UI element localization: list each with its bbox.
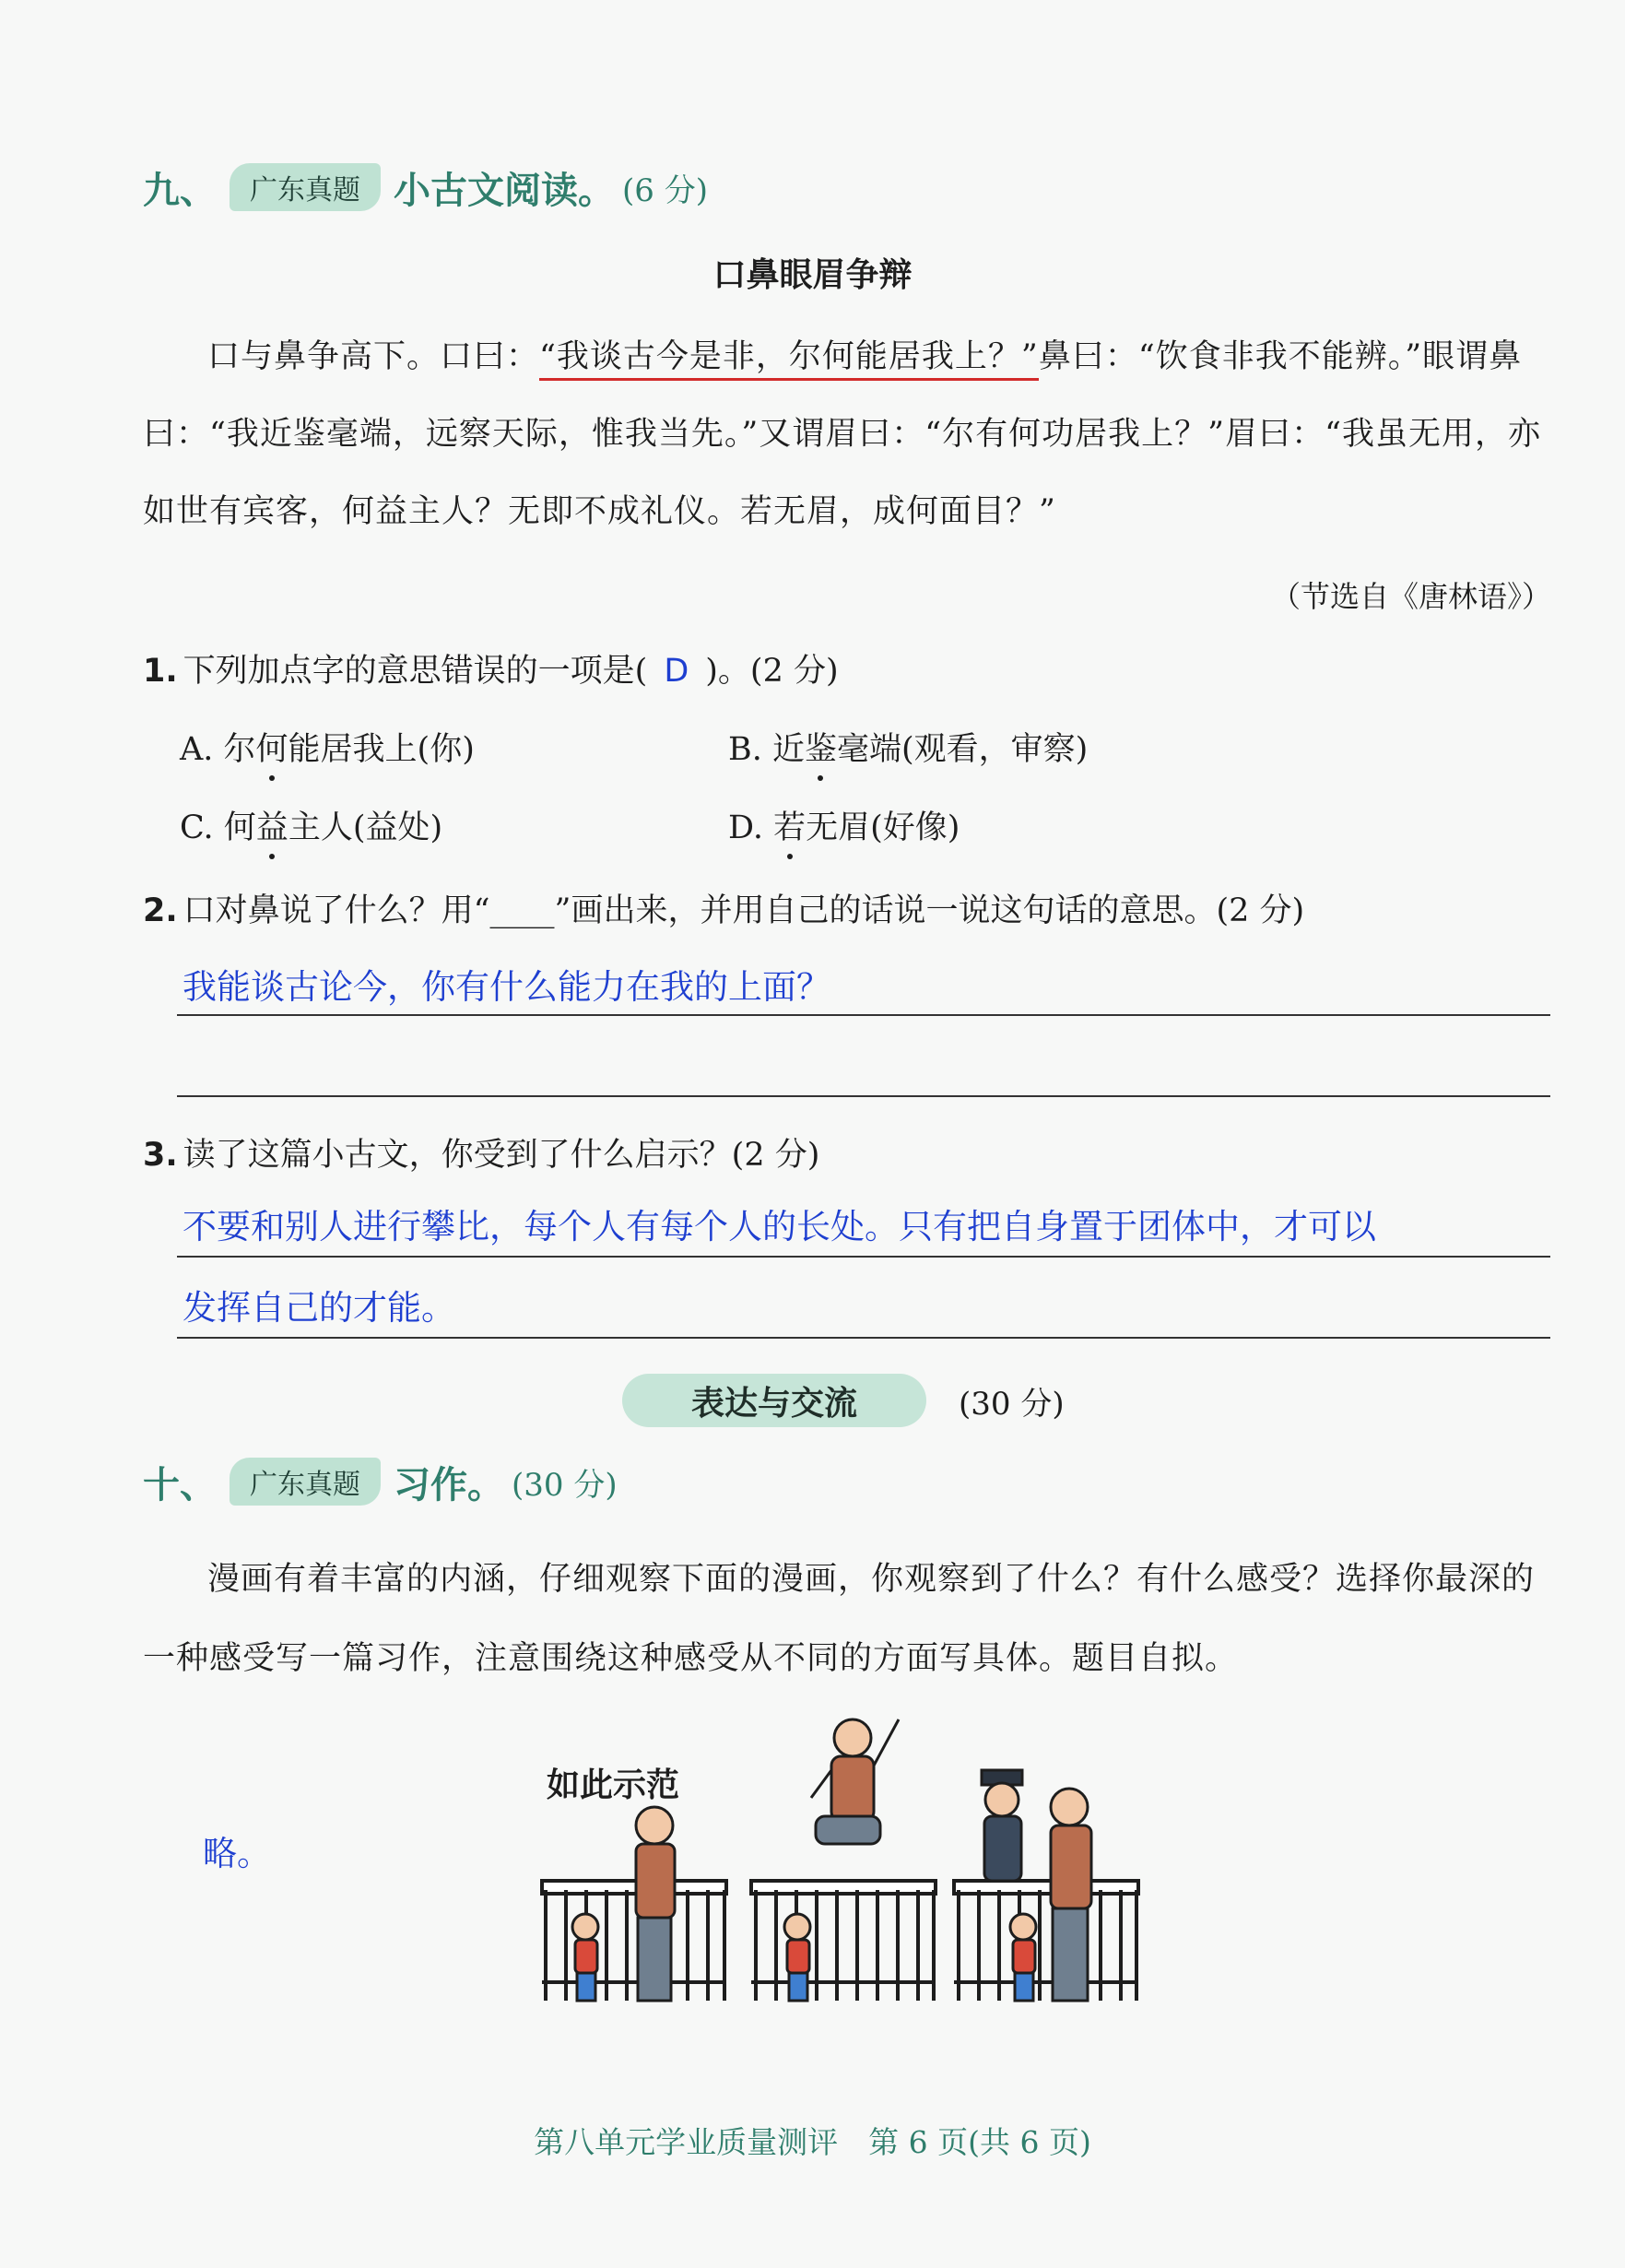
answer-line [177, 1256, 1550, 1258]
section-label: 习作。 [394, 1463, 504, 1506]
question-number: 3. [143, 1137, 178, 1174]
answer-line [177, 1014, 1550, 1016]
section-number: 九、 [143, 169, 217, 212]
banner-score: (30 分) [959, 1386, 1065, 1423]
passage-prefix: 口与鼻争高下。口曰： [207, 338, 540, 375]
comic-illustration [535, 1706, 1143, 2010]
question-text-end: )。(2 分) [705, 653, 839, 690]
section-tag: 广东真题 [230, 1458, 381, 1506]
page-footer: 第八单元学业质量测评 第 6 页(共 6 页) [534, 2124, 1091, 2160]
answer-line [177, 1095, 1550, 1097]
question-text: 口对鼻说了什么？用“____”画出来，并用自己的话说一说这句话的意思。(2 分) [183, 892, 1305, 929]
passage-underlined-quote: “我谈古今是非，尔何能居我上？” [539, 338, 1039, 381]
section-number: 十、 [143, 1463, 217, 1506]
section-9-heading [143, 155, 708, 219]
question-1 [143, 645, 839, 691]
section-10-heading [143, 1449, 618, 1514]
section-score: (30 分) [512, 1466, 618, 1504]
section-score: (6 分) [622, 171, 708, 209]
question-number: 1. [143, 653, 178, 690]
essay-answer: 略。 [203, 1834, 271, 1873]
dotted-char: 鉴 [805, 724, 837, 770]
passage-source: （节选自《唐林语》） [1270, 579, 1551, 614]
dotted-char: 若 [773, 802, 806, 848]
part-banner: 表达与交流 [622, 1374, 926, 1427]
dotted-char: 何 [256, 724, 288, 770]
option-d: D. 若无眉(好像) [728, 802, 960, 848]
answer-2: 我能谈古论今，你有什么能力在我的上面？ [183, 967, 830, 1007]
dotted-char: 益 [256, 802, 288, 848]
answer-letter: D [664, 653, 689, 690]
option-a: A. 尔何能居我上(你) [180, 724, 475, 770]
answer-line [177, 1337, 1550, 1339]
question-text: 读了这篇小古文，你受到了什么启示？(2 分) [183, 1137, 820, 1174]
passage-title: 口鼻眼眉争辩 [712, 256, 913, 294]
option-c: C. 何益主人(益处) [180, 802, 442, 848]
passage-rest: 鼻曰：“饮食非我不能辨。”眼谓鼻曰：“我近鉴毫端，远察天际，惟我当先。”又谓眉曰：“尔有何功居我上？”眉曰：“我虽无用，亦如世有宾客，何益主人？无即不成礼仪。若无眉，成何面目？” [143, 338, 1541, 530]
essay-prompt: 漫画有着丰富的内涵，仔细观察下面的漫画，你观察到了什么？有什么感受？选择你最深的一种感受写一篇习作，注意围绕这种感受从不同的方面写具体。题目自拟。 [143, 1561, 1536, 1677]
question-text: 下列加点字的意思错误的一项是( [183, 653, 648, 690]
passage-body [143, 318, 1553, 550]
section-label: 小古文阅读。 [394, 169, 615, 212]
section-tag: 广东真题 [230, 163, 381, 211]
question-3 [143, 1129, 819, 1175]
answer-3-line-2: 发挥自己的才能。 [183, 1288, 455, 1328]
answer-3-line-1: 不要和别人进行攀比，每个人有每个人的长处。只有把自身置于团体中，才可以 [183, 1207, 1376, 1246]
question-2 [143, 885, 1304, 931]
option-b: B. 近鉴毫端(观看，审察) [728, 724, 1088, 770]
question-number: 2. [143, 892, 178, 929]
comic-title: 如此示范 [547, 1766, 680, 1804]
